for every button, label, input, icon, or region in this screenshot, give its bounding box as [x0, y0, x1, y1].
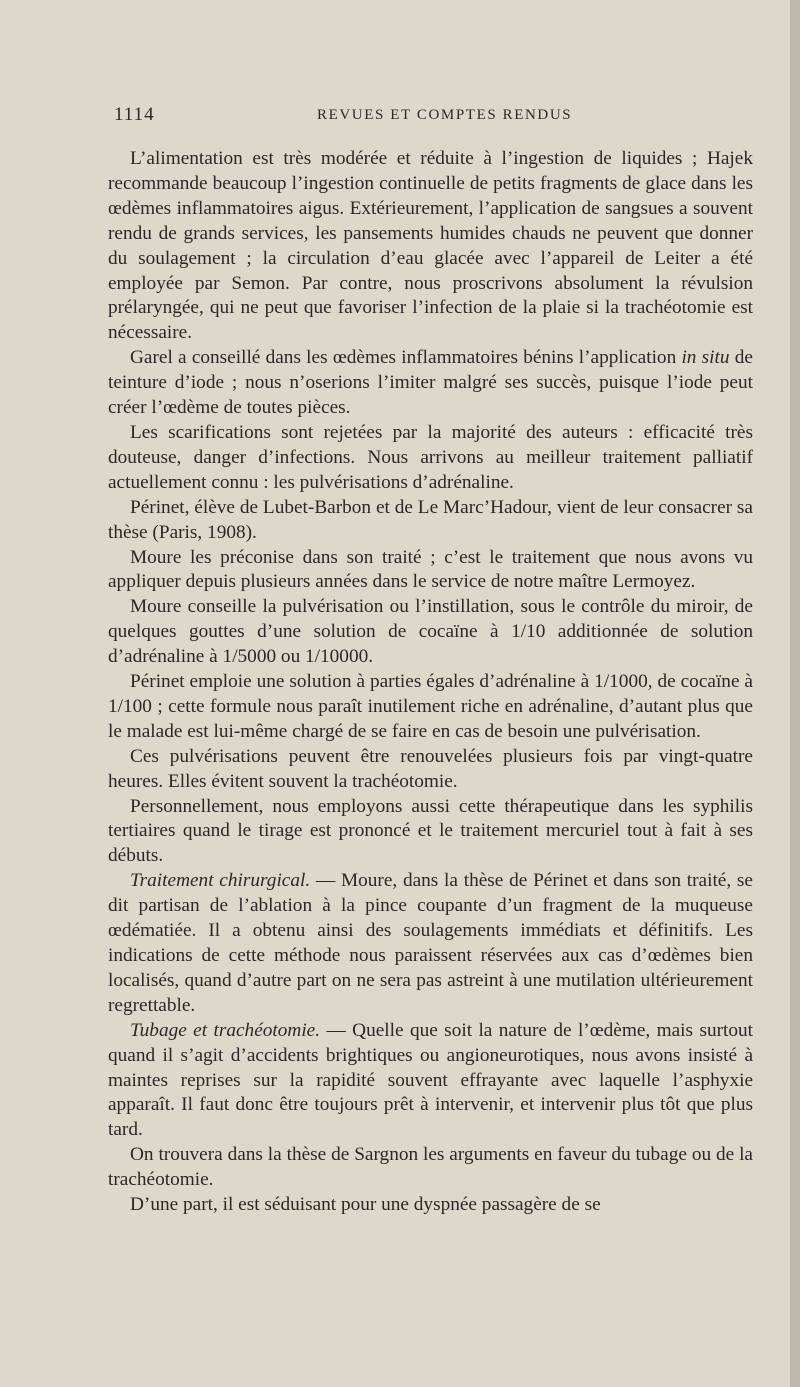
paragraph-scarifications: Les scarifications sont rejetées par la majorité des auteurs : efficacité très douteuse, danger d’infections. Nous arrivons au meilleur traitement palliatif actuellement connu : les pulvérisations d’adrénaline. — [108, 421, 753, 493]
paragraph-traitement-chirurgical — [108, 869, 753, 1018]
paragraph-moure-traite: Moure les préconise dans son traité ; c’est le traitement que nous avons vu appliquer depuis plusieurs années dans le service de notre maître Lermoyez. — [108, 546, 753, 593]
page-edge-shadow — [790, 0, 800, 1387]
paragraph-sargnon: On trouvera dans la thèse de Sargnon les arguments en faveur du tubage ou de la trachéotomie. — [108, 1144, 753, 1191]
paragraph-alimentation: L’alimentation est très modérée et réduite à l’ingestion de liquides ; Hajek recommande beaucoup l’ingestion continuelle de petits fragments de glace dans les œdèmes inflammatoires aigus. Extérieurement, l’application de sangsues a souvent rendu de grands services, les pansements humides chauds ne peuvent que donner du soulagement ; la circulation d’eau glacée avec l’appareil de Leiter a été employée par Semon. Par contre, nous proscrivons absolument la révulsion prélaryngée, qui ne peut que favoriser l’infection de la plaie si la trachéotomie est nécessaire. — [108, 148, 753, 344]
paragraph-personnellement: Personnellement, nous employons aussi cette thérapeutique dans les syphilis tertiaires quand le tirage est prononcé et le traitement mercuriel tout à fait à ses débuts. — [108, 795, 753, 867]
section-heading-italic: Tubage et trachéotomie. — [130, 1019, 321, 1041]
paragraph-pulverisations: Ces pulvérisations peuvent être renouvelées plusieurs fois par vingt-quatre heures. Elles évitent souvent la trachéotomie. — [108, 745, 753, 792]
paragraph-tubage — [108, 1019, 753, 1144]
page-number: 1114 — [114, 104, 155, 125]
paragraph-dune-part: D’une part, il est séduisant pour une dyspnée passagère de se — [130, 1194, 601, 1216]
running-title: REVUES ET COMPTES RENDUS — [317, 107, 573, 123]
section-heading-italic: Traitement chirurgical. — [130, 870, 311, 892]
paragraph-text: Garel a conseillé dans les œdèmes inflammatoires bénins l’application — [130, 347, 682, 369]
italic-term: in situ — [681, 347, 730, 369]
paragraph-text: — Quelle que soit la nature de l’œdème, mais surtout quand il s’agit d’accidents brightiques ou angioneurotiques, nous avons insisté à maintes reprises sur la rapidité souvent effrayante avec laquelle l’asphyxie apparaît. Il faut donc être toujours prêt à intervenir, et intervenir plus tôt que plus tard. — [108, 1019, 753, 1141]
paragraph-text: — Moure, dans la thèse de Périnet et dans son traité, se dit partisan de l’ablation à la pince coupante d’un fragment de la muqueuse œdématiée. Il a obtenu ainsi des soulagements immédiats et définitifs. Les indications de cette méthode nous paraissent réservées aux cas d’œdèmes bien localisés, quand d’autre part on ne sera pas astreint à une mutilation ultérieurement regrettable. — [108, 870, 753, 1016]
page-header — [114, 104, 754, 128]
paragraph-perinet-these: Périnet, élève de Lubet-Barbon et de Le Marc’Hadour, vient de leur consacrer sa thèse (Paris, 1908). — [108, 496, 753, 543]
paragraph-text: de teinture d’iode ; nous n’oserions l’imiter malgré ses succès, puisque l’iode peut créer l’œdème de toutes pièces. — [108, 347, 753, 419]
paragraph-garel — [108, 346, 753, 421]
paragraph-perinet-emploie: Périnet emploie une solution à parties égales d’adrénaline à 1/1000, de cocaïne à 1/100 ; cette formule nous paraît inutilement riche en adrénaline, d’autant plus que le malade est lui-même chargé de se faire en cas de besoin une pulvérisation. — [108, 671, 753, 742]
paragraph-moure-conseille: Moure conseille la pulvérisation ou l’instillation, sous le contrôle du miroir, de quelques gouttes d’une solution de cocaïne à 1/10 additionnée de solution d’adrénaline à 1/5000 ou 1/10000. — [108, 596, 753, 668]
article-body — [108, 147, 753, 1218]
